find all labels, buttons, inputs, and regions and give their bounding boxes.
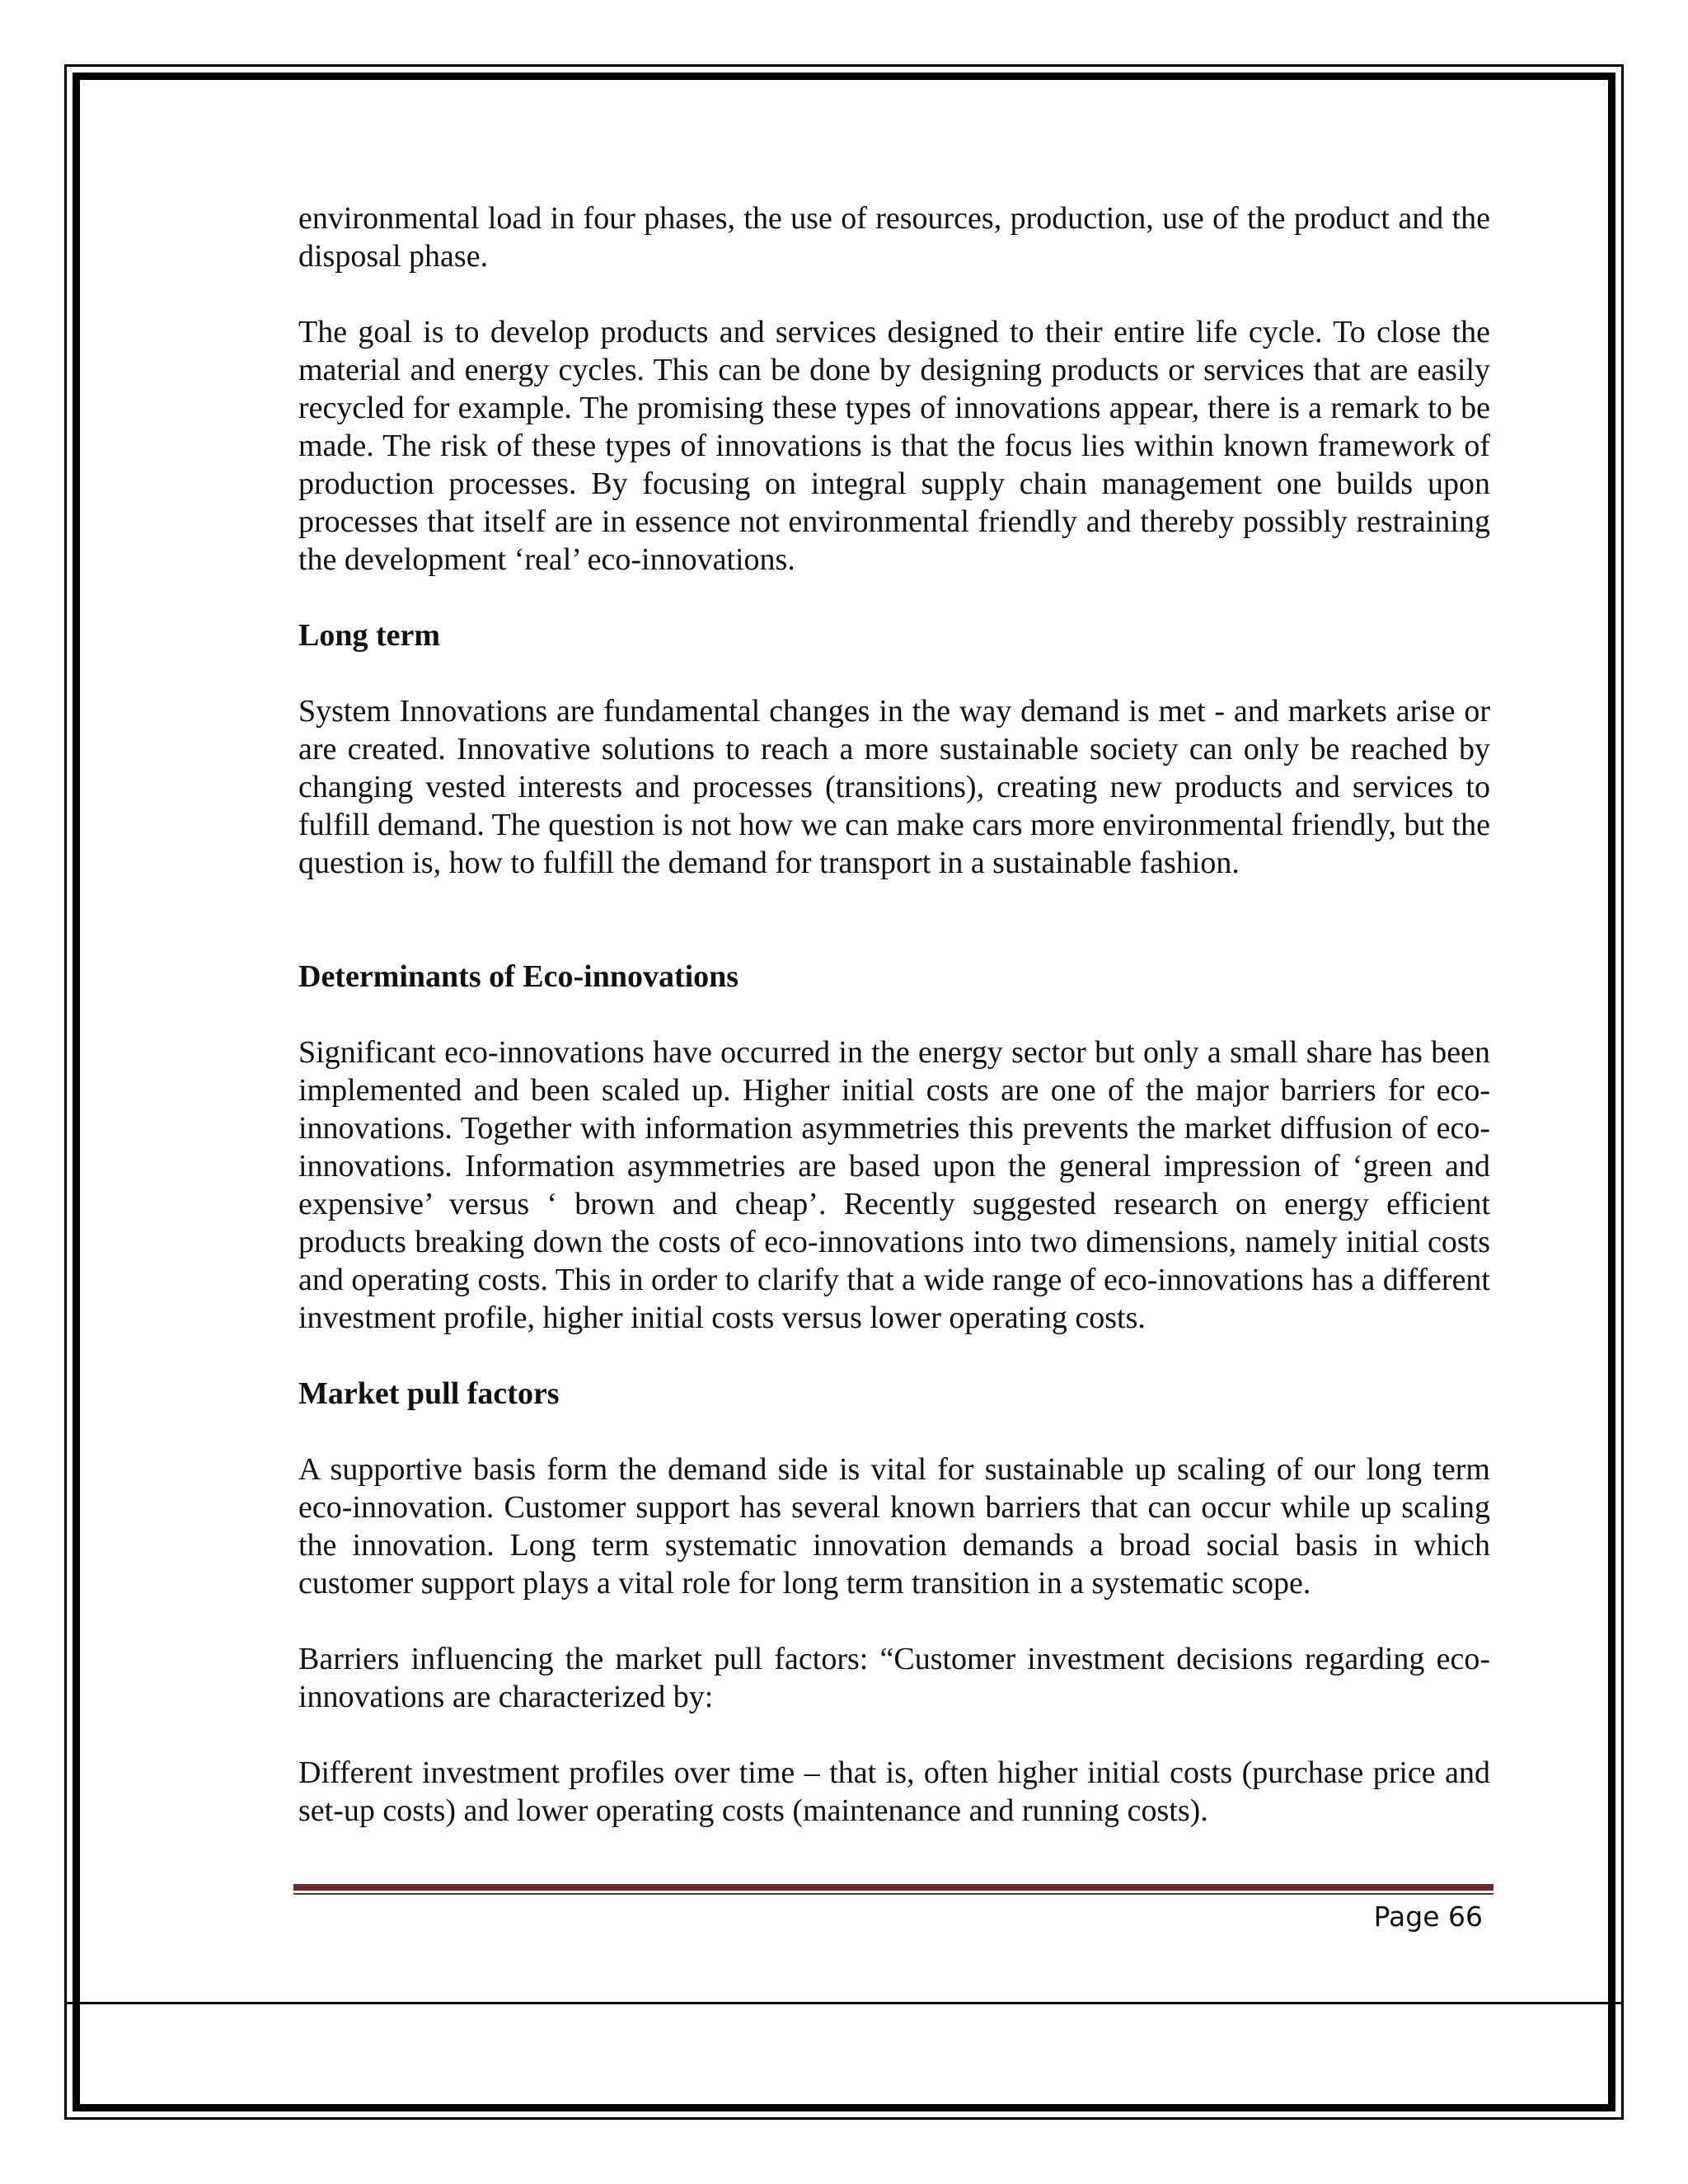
- footer-rule: [293, 1884, 1493, 1891]
- paragraph-supportive-basis: A supportive basis form the demand side is vital for sustainable up scaling of our long term eco-innovation. Customer support has several known barriers that can occur while up scaling the innovation. Long term systematic innovation demands a broad social basis in which customer support plays a vital role for long term transition in a systematic scope.: [298, 1452, 1490, 1601]
- paragraph-determinants: Significant eco-innovations have occurred in the energy sector but only a small share has been implemented and been scaled up. Higher initial costs are one of the major barriers for eco-innovations. Together with information asymmetries this prevents the market diffusion of eco-innovations. Information asymmetries are based upon the general impression of ‘green and expensive’ versus ‘ brown and cheap’. Recently suggested research on energy efficient products breaking down the costs of eco-innovations into two dimensions, namely initial costs and operating costs. This in order to clarify that a wide range of eco-innovations has a different investment profile, higher initial costs versus lower operating costs.: [298, 1035, 1490, 1335]
- paragraph-investment-profiles: Different investment profiles over time – that is, often higher initial costs (purchase price and set-up costs) and lower operating costs (maintenance and running costs).: [298, 1755, 1490, 1828]
- paragraph-environmental-load: environmental load in four phases, the use of resources, production, use of the product and the disposal phase.: [298, 201, 1490, 274]
- footer-rule-thin: [293, 1893, 1493, 1895]
- document-body: [298, 199, 1490, 1868]
- heading-market-pull-factors: Market pull factors: [298, 1376, 560, 1411]
- page-number: Page 66: [1373, 1900, 1483, 1933]
- heading-determinants: Determinants of Eco-innovations: [298, 959, 739, 994]
- paragraph-system-innovations: System Innovations are fundamental changes in the way demand is met - and markets arise or are created. Innovative solutions to reach a more sustainable society can only be reached by changing vested interests and processes (transitions), creating new products and services to fulfill demand. The question is not how we can make cars more environmental friendly, but the question is, how to fulfill the demand for transport in a sustainable fashion.: [298, 694, 1490, 880]
- bottom-border-line: [67, 2002, 1621, 2004]
- paragraph-goal: The goal is to develop products and services designed to their entire life cycle. To close the material and energy cycles. This can be done by designing products or services that are easily recycled for example. The promising these types of innovations appear, there is a remark to be made. The risk of these types of innovations is that the focus lies within known framework of production processes. By focusing on integral supply chain management one builds upon processes that itself are in essence not environmental friendly and thereby possibly restraining the development ‘real’ eco-innovations.: [298, 315, 1490, 577]
- paragraph-barriers: Barriers influencing the market pull factors: “Customer investment decisions regarding eco-innovations are characterized by:: [298, 1642, 1490, 1714]
- heading-long-term: Long term: [298, 618, 441, 653]
